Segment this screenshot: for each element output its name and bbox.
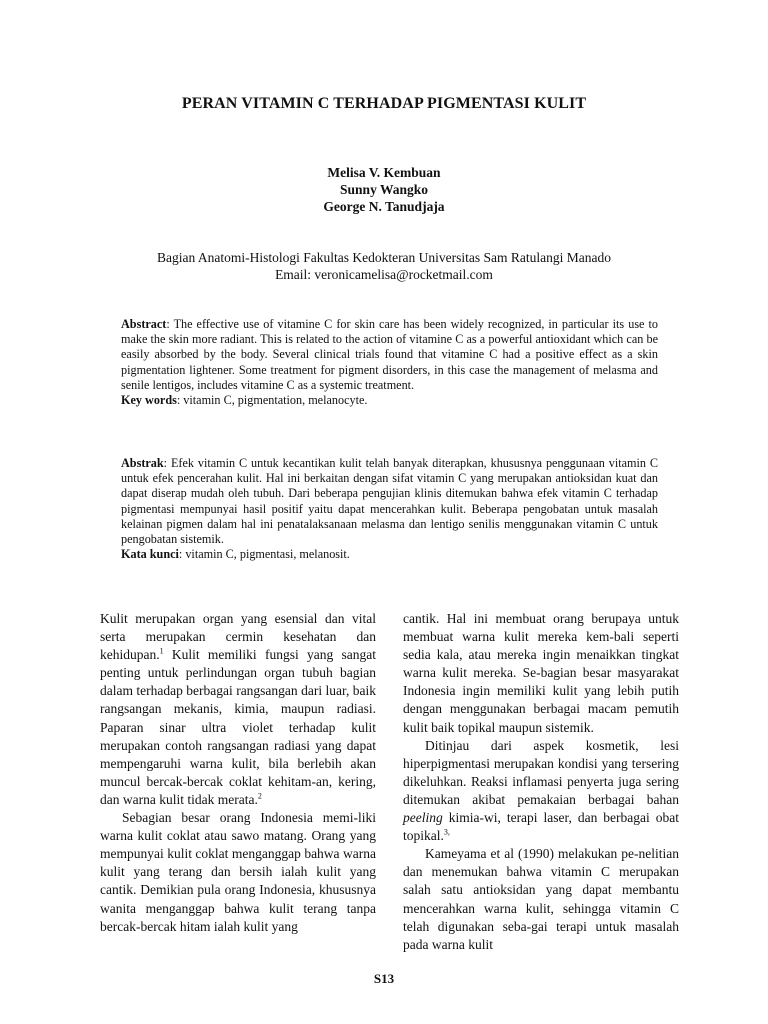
keywords-label: Key words	[121, 393, 177, 408]
citation-ref: 3,	[443, 827, 450, 837]
kata-kunci-label: Kata kunci	[121, 547, 179, 562]
abstrak-text: : Efek vitamin C untuk kecantikan kulit telah banyak diterapkan, khususnya penggunaan vitamin C untuk efek pencerahan kulit. Hal ini berkaitan dengan sifat vitamin C yang merupakan antioksidan kuat dan dapat diserap mudah oleh tubuh. Dari beberapa pengujian klinis ditemukan bahwa efek vitamin C terhadap pigmentasi mempunyai hasil positif yaitu dapat mencerahkan kulit. Beberapa pengobatan untuk masalah kelainan pigmen dalam hal ini penatalaksanaan melasma dan lentigo senilis menggunakan vitamin C untuk pengobatan sistemik.	[121, 456, 658, 547]
citation-ref: 1	[159, 646, 164, 656]
italic-term: peeling	[403, 810, 443, 826]
abstract-label: Abstract	[121, 317, 167, 331]
paragraph: cantik. Hal ini membuat orang berupaya untuk membuat warna kulit mereka kem-bali seperti sedia kala, atau mereka ingin menaikkan tingkat warna kulit mereka. Se-bagian besar masyarakat Indonesia ingin memiliki kulit yang lebih putih dengan menggunakan berbagai macam pemutih kulit baik topikal maupun sistemik.	[403, 611, 679, 735]
abstrak-label: Abstrak	[121, 456, 164, 470]
author-name: Sunny Wangko	[340, 182, 428, 197]
abstract-english	[121, 317, 658, 408]
abstract-text: : The effective use of vitamine C for skin care has been widely recognized, in particular its use to make the skin more radiant. This is related to the action of vitamine C as a powerful antioxidant which can be easily absorbed by the body. Several clinical trials found that vitamine C had a positive effect as a skin pigmentation lightener. Some treatment for pigment disorders, in this case the management of melasma and senile lentigos, includes vitamine C as a systemic treatment.	[121, 317, 658, 392]
abstract-indonesian	[121, 456, 658, 562]
body-column-right	[403, 610, 679, 954]
paragraph: Ditinjau dari aspek kosmetik, lesi hiperpigmentasi merupakan kondisi yang tersering dikeluhkan. Reaksi inflamasi penyerta juga sering ditemukan akibat pemakaian berbagai bahan peeling kimia-wi, terapi laser, dan berbagai obat topikal.$^{3,}$	[403, 737, 679, 844]
article-title: PERAN VITAMIN C TERHADAP PIGMENTASI KULIT	[181, 95, 587, 112]
citation-ref: 2	[257, 791, 262, 801]
paragraph: Kulit merupakan organ yang esensial dan vital serta merupakan cermin kesehatan dan kehidupan.$^1$ Kulit memiliki fungsi yang sangat penting untuk perlindungan organ tubuh bagian dalam terhadap berbagai rangsangan dari luar, baik rangsangan mekanis, kimia, maupun radiasi. Paparan sinar ultra violet terhadap kulit merupakan contoh rangsangan radiasi yang dapat mempengaruhi warna kulit, bila berlebih akan muncul bercak-bercak coklat kehitam-an, kering, dan warna kulit tidak merata.$^2$	[100, 611, 376, 807]
paragraph: Kameyama et al (1990) melakukan pe-nelitian dan menemukan bahwa vitamin C merupakan salah satu antioksidan yang dapat membantu mencerahkan warna kulit, sehingga vitamin C telah digunakan seba-gai terapi untuk masalah pada warna kulit	[403, 846, 679, 952]
email: Email: veronicamelisa@rocketmail.com	[275, 267, 493, 282]
affiliation-block	[0, 249, 768, 283]
paragraph: Sebagian besar orang Indonesia memi-liki warna kulit coklat atau sawo matang. Orang yang mempunyai kulit coklat menganggap bahwa warna kulit yang terang dan bersih ialah kulit yang cantik. Demikian pula orang Indonesia, khususnya wanita menganggap bahwa kulit terang tanpa bercak-bercak hitam ialah kulit yang	[100, 810, 376, 934]
kata-kunci-text: : vitamin C, pigmentasi, melanosit.	[178, 547, 350, 562]
page-number: S13	[373, 971, 395, 986]
author-name: Melisa V. Kembuan	[327, 165, 441, 180]
affiliation: Bagian Anatomi-Histologi Fakultas Kedokteran Universitas Sam Ratulangi Manado	[156, 250, 612, 265]
author-list	[0, 164, 768, 215]
keywords-text: : vitamin C, pigmentation, melanocyte.	[176, 393, 368, 408]
author-name: George N. Tanudjaja	[323, 199, 445, 214]
body-column-left	[100, 610, 376, 936]
